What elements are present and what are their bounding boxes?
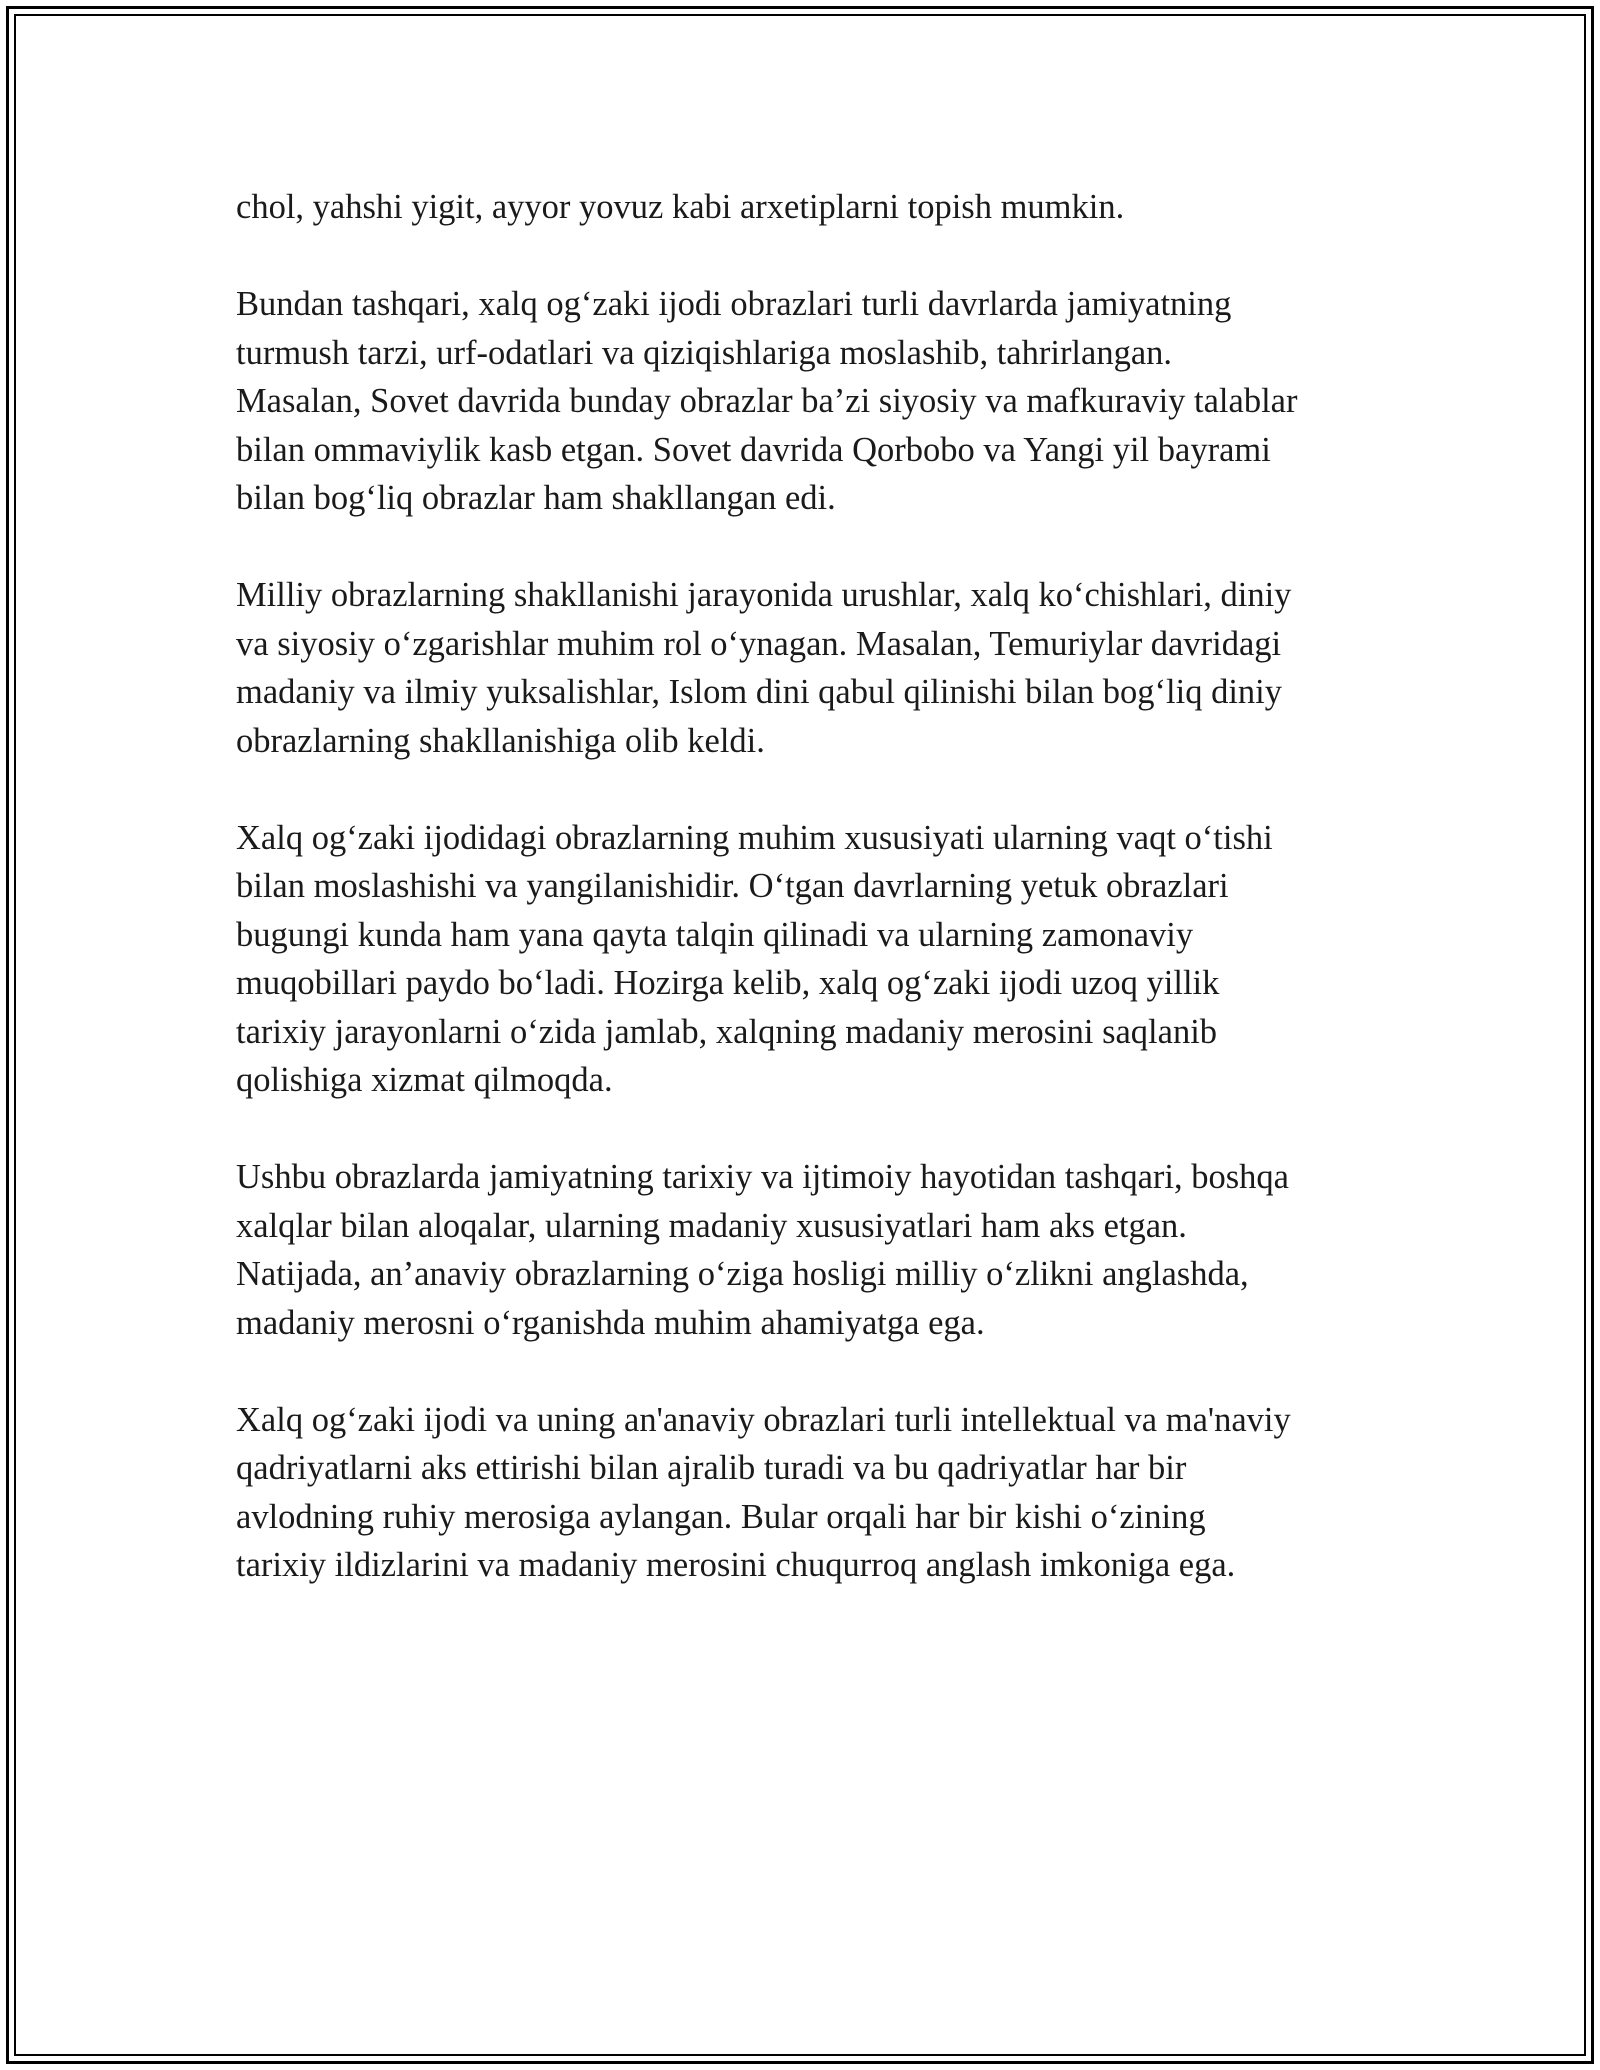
paragraph-2: Bundan tashqari, xalq og‘zaki ijodi obrazlari turli davrlarda jamiyatning turmush tarzi, urf-odatlari va qiziqishlariga moslashib, tahrirlangan. Masalan, Sovet davrida bunday obrazlar ba’zi siyosiy va mafkuraviy talablar bilan ommaviylik kasb etgan. Sovet davrida Qorbobo va Yangi yil bayrami bilan bog‘liq obrazlar ham shakllangan edi. — [236, 285, 1298, 517]
paragraph-4: Xalq og‘zaki ijodidagi obrazlarning muhim xususiyati ularning vaqt o‘tishi bilan moslashishi va yangilanishidir. O‘tgan davrlarning yetuk obrazlari bugungi kunda ham yana qayta talqin qilinadi va ularning zamonaviy muqobillari paydo bo‘ladi. Hozirga kelib, xalq og‘zaki ijodi uzoq yillik tarixiy jarayonlarni o‘zida jamlab, xalqning madaniy merosini saqlanib qolishiga xizmat qilmoqda. — [236, 818, 1273, 1099]
paragraph-6: Xalq og‘zaki ijodi va uning an'anaviy obrazlari turli intellektual va ma'naviy qadriyatlarni aks ettirishi bilan ajralib turadi va bu qadriyatlar har bir avlodning ruhiy merosiga aylangan. Bular orqali har bir kishi o‘zining tarixiy ildizlarini va madaniy merosini chuqurroq anglash imkoniga ega. — [236, 1400, 1291, 1584]
paragraph-3: Milliy obrazlarning shakllanishi jarayonida urushlar, xalq ko‘chishlari, diniy va siyosiy o‘zgarishlar muhim rol o‘ynagan. Masalan, Temuriylar davridagi madaniy va ilmiy yuksalishlar, Islom dini qabul qilinishi bilan bog‘liq diniy obrazlarning shakllanishiga olib keldi. — [236, 576, 1292, 760]
paragraph-1: chol, yahshi yigit, ayyor yovuz kabi arxetiplarni topish mumkin. — [236, 188, 1125, 226]
paragraph-5: Ushbu obrazlarda jamiyatning tarixiy va ijtimoiy hayotidan tashqari, boshqa xalqlar bilan aloqalar, ularning madaniy xususiyatlari ham aks etgan. Natijada, an’anaviy obrazlarning o‘ziga hosligi milliy o‘zlikni anglashda, madaniy merosni o‘rganishda muhim ahamiyatga ega. — [236, 1158, 1289, 1342]
document-body — [236, 183, 1376, 1638]
